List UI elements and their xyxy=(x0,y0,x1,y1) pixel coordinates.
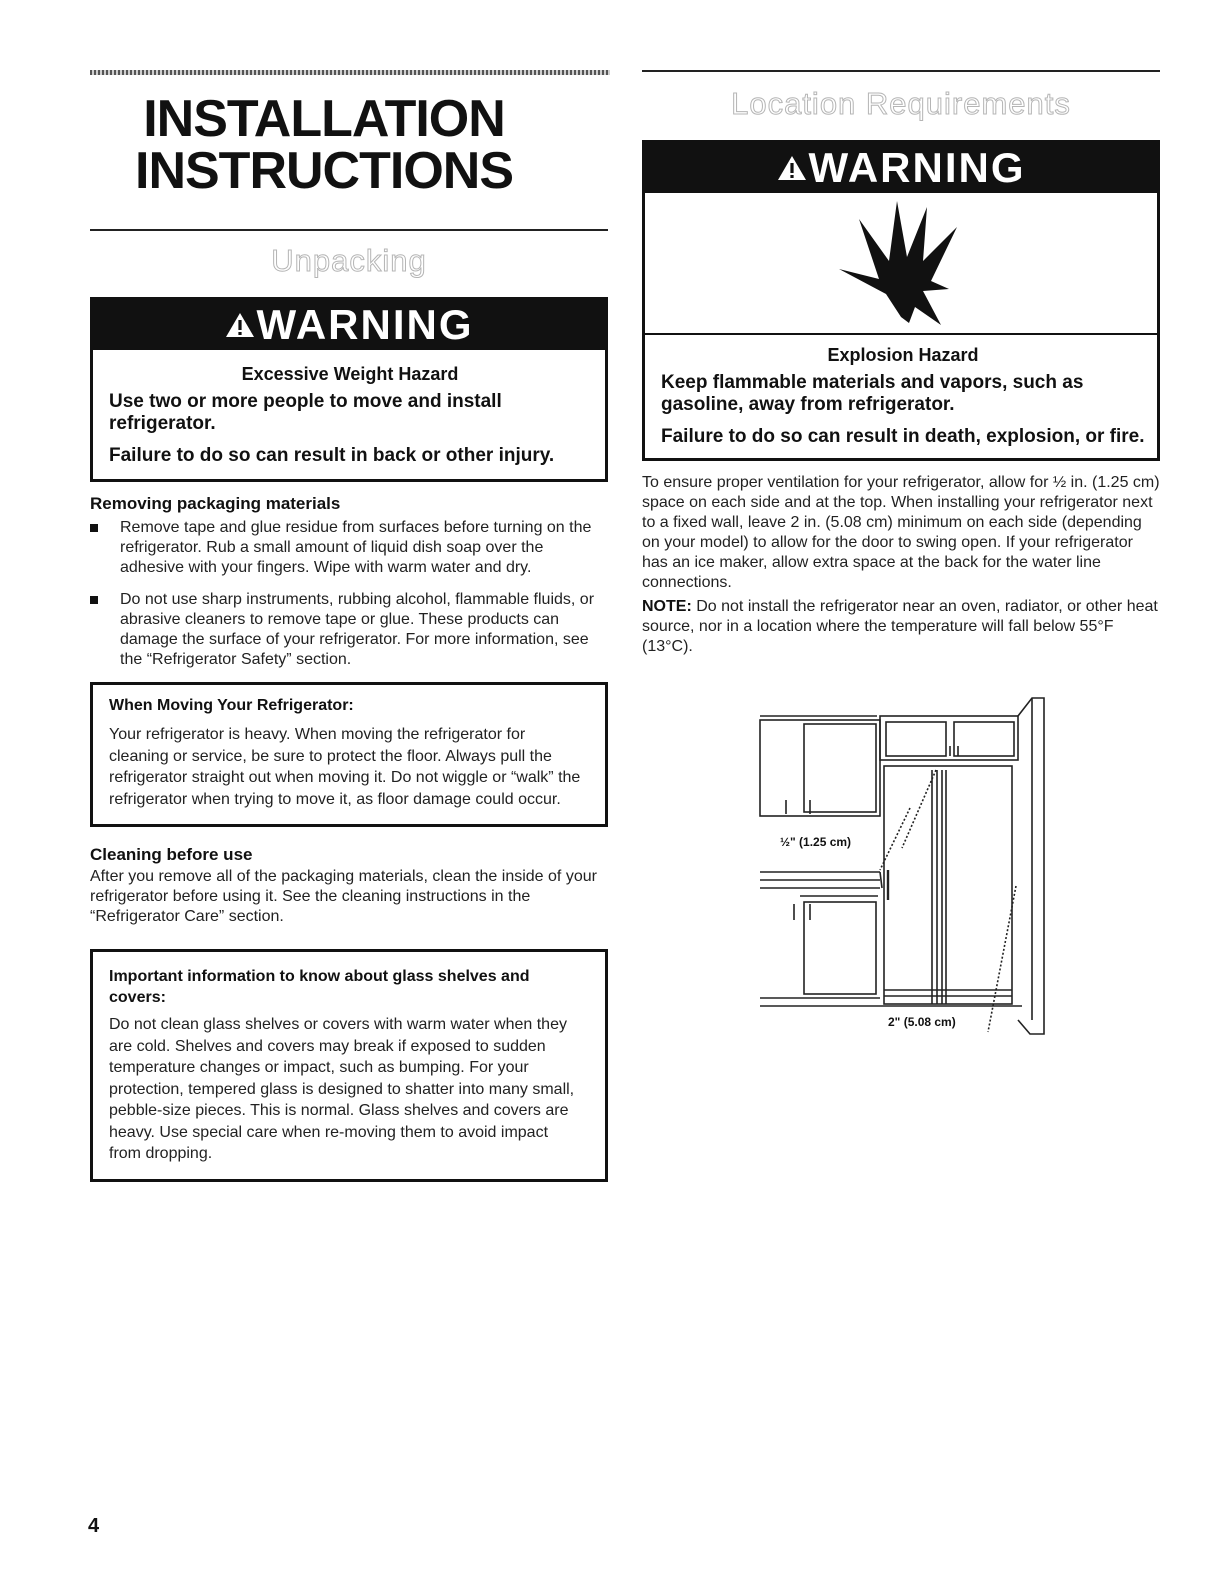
cleaning-text: After you remove all of the packaging materials, clean the inside of your refrigerator before using it. See the cleaning instructions in the “Refrigerator Care” section. xyxy=(90,868,597,925)
left-column xyxy=(90,70,608,1182)
warning-instruction: Keep flammable materials and vapors, such as gasoline, away from refrigerator. xyxy=(661,372,1084,415)
moving-info-body: Your refrigerator is heavy. When moving the refrigerator for cleaning or service, be sure to protect the floor. Always pull the refrigerator straight out when moving it. Do not wiggle or “walk” the refrigerator when trying to move it, as floor damage could occur. xyxy=(109,726,581,808)
section-divider xyxy=(90,229,608,231)
moving-info-box xyxy=(90,682,608,827)
page-title xyxy=(90,90,608,200)
hazard-title: Explosion Hazard xyxy=(827,345,979,365)
warning-banner-text: WARNING xyxy=(808,144,1026,191)
note-label: NOTE: xyxy=(642,598,692,615)
two-inch-label: 2" (5.08 cm) xyxy=(888,1015,956,1029)
warning-triangle-icon xyxy=(225,311,255,339)
section-title-unpacking: Unpacking xyxy=(271,243,427,278)
list-item: Remove tape and glue residue from surfaces before turning on the refrigerator. Rub a small amount of liquid dish soap over the adhesive with your fingers. Wipe with warm water and dry. xyxy=(90,518,600,578)
glass-info-body: Do not clean glass shelves or covers with warm water when they are cold. Shelves and covers may break if exposed to sudden temperature changes or impact, such as bumping. For your protection, tempered glass is designed to shatter into many small, pebble-size pieces. This is normal. Glass shelves and covers are heavy. Use special care when re-moving them to avoid impact from dropping. xyxy=(109,1016,575,1162)
page-number: 4 xyxy=(88,1515,100,1537)
top-hatched-rule xyxy=(90,70,610,75)
removing-packaging-heading: Removing packaging materials xyxy=(90,494,341,513)
top-rule xyxy=(642,70,1160,72)
clearance-diagram xyxy=(752,690,1172,1050)
list-item: Do not use sharp instruments, rubbing alcohol, flammable fluids, or abrasive cleaners to remove tape or glue. These products can damage the surface of your refrigerator. For more information, see the “Refrigerator Safety” section. xyxy=(90,590,600,670)
section-title-location: Location Requirements xyxy=(731,86,1071,121)
half-inch-label: ½" (1.25 cm) xyxy=(780,835,852,849)
removing-packaging-list xyxy=(90,518,608,670)
explosion-warning-box xyxy=(642,140,1160,461)
title-line-1: INSTALLATION xyxy=(143,90,505,148)
glass-info-box xyxy=(90,949,608,1182)
warning-banner xyxy=(93,300,605,350)
glass-info-title: Important information to know about glass shelves and covers: xyxy=(109,968,530,1006)
warning-banner xyxy=(645,143,1157,193)
warning-consequence: Failure to do so can result in back or other injury. xyxy=(109,445,555,466)
weight-warning-box xyxy=(90,297,608,482)
warning-instruction: Use two or more people to move and install refrigerator. xyxy=(109,391,502,434)
explosion-pictogram xyxy=(645,193,1157,335)
location-note xyxy=(642,597,1160,657)
cleaning-heading: Cleaning before use xyxy=(90,845,253,864)
warning-triangle-icon xyxy=(777,154,807,182)
location-body-text: To ensure proper ventilation for your refrigerator, allow for ½ in. (1.25 cm) space on each side and at the top. When installing your refrigerator next to a fixed wall, leave 2 in. (5.08 cm) minimum on each side (depending on your model) to allow for the door to swing open. If your refrigerator has an ice maker, allow extra space at the back for the water line connections. xyxy=(642,474,1160,591)
warning-banner-text: WARNING xyxy=(256,301,474,348)
right-column xyxy=(642,70,1160,1029)
title-line-2: INSTRUCTIONS xyxy=(135,142,513,200)
moving-info-title: When Moving Your Refrigerator: xyxy=(109,697,354,714)
warning-consequence: Failure to do so can result in death, explosion, or fire. xyxy=(661,426,1145,447)
hazard-title: Excessive Weight Hazard xyxy=(241,364,459,384)
explosion-icon xyxy=(831,199,971,329)
note-text: Do not install the refrigerator near an oven, radiator, or other heat source, nor in a location where the temperature will fall below 55°F (13°C). xyxy=(642,598,1158,655)
